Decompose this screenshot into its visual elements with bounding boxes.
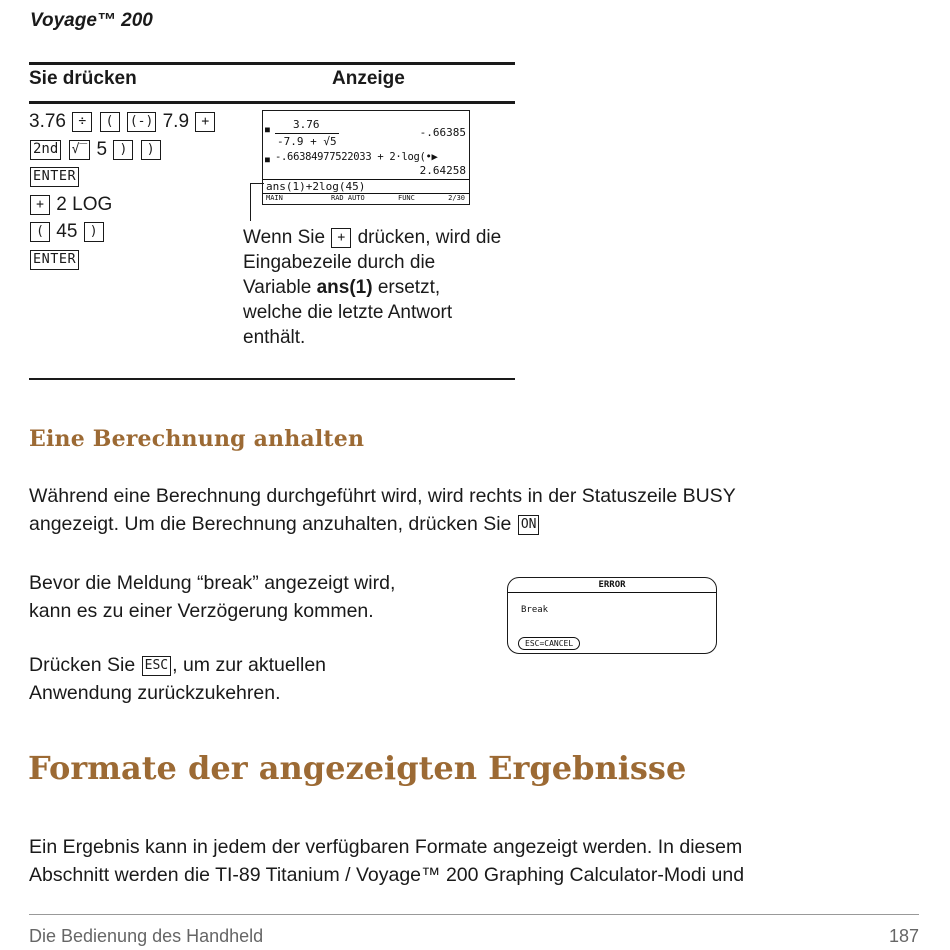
- paragraph-text: , um zur aktuellen: [172, 654, 327, 676]
- history-bullet: ■: [265, 155, 270, 164]
- section-heading: Eine Berechnung anhalten: [29, 426, 365, 452]
- dialog-cancel-button[interactable]: ESC=CANCEL: [518, 637, 580, 650]
- status-mode: RAD AUTO: [331, 194, 365, 202]
- enter-key: ENTER: [30, 250, 79, 270]
- divide-key: ÷: [72, 112, 92, 132]
- close-paren-key: ): [113, 140, 133, 160]
- open-paren-key: (: [100, 112, 120, 132]
- result-2: 2.64258: [419, 164, 466, 177]
- status-main: MAIN: [266, 194, 283, 202]
- table-header-rule: [29, 101, 515, 104]
- paragraph: [29, 652, 326, 707]
- callout-note: [243, 225, 503, 350]
- key-sequence: [29, 108, 216, 273]
- note-text: ersetzt, welche die letzte Antwort enthält.: [243, 277, 453, 348]
- plus-key: +: [331, 228, 351, 248]
- close-paren-key: ): [141, 140, 161, 160]
- key-line-2: [29, 136, 216, 164]
- table-bottom-rule: [29, 378, 515, 380]
- key-line-5: [29, 218, 216, 246]
- paragraph: [29, 834, 744, 889]
- key-text: 5: [96, 138, 108, 160]
- section-heading: Formate der angezeigten Ergebnisse: [28, 749, 687, 787]
- paragraph-line: [29, 511, 736, 539]
- esc-key: ESC: [142, 656, 171, 676]
- note-variable: ans(1): [316, 277, 373, 298]
- paragraph-line: Anwendung zurückzukehren.: [29, 681, 281, 704]
- paragraph-line: [29, 652, 326, 680]
- table-top-rule: [29, 62, 515, 65]
- header-title: Voyage™ 200: [30, 10, 153, 31]
- status-count: 2/30: [448, 194, 465, 202]
- paragraph-text: Drücken Sie: [29, 654, 136, 676]
- key-line-6: [29, 246, 216, 274]
- callout-line: [250, 183, 264, 184]
- dialog-title-divider: [508, 592, 716, 593]
- callout-line: [250, 183, 251, 221]
- note-text: drücken, wird die Eingabezeile durch die Variable: [243, 227, 502, 298]
- key-text: 45: [56, 221, 78, 242]
- 2nd-key: 2nd: [30, 140, 61, 160]
- footer-title: Die Bedienung des Handheld: [29, 926, 264, 946]
- enter-key: ENTER: [30, 167, 79, 187]
- paragraph-line: Abschnitt werden die TI-89 Titanium / Voyage™ 200 Graphing Calculator-Modi und: [29, 863, 745, 886]
- fraction-bar: [275, 133, 339, 134]
- calculator-screen: [262, 110, 470, 205]
- plus-key: +: [30, 195, 50, 215]
- key-text: 7.9: [162, 111, 190, 132]
- paragraph-line: Bevor die Meldung “break” angezeigt wird,: [29, 572, 396, 594]
- paragraph-line: Während eine Berechnung durchgeführt wird, wird rechts in der Statuszeile BUSY: [29, 485, 736, 507]
- sqrt-key: √‾: [69, 140, 91, 160]
- result-1: -.66385: [419, 126, 466, 139]
- status-func: FUNC: [398, 194, 415, 202]
- paragraph-line: kann es zu einer Verzögerung kommen.: [29, 599, 374, 622]
- paragraph-text: angezeigt. Um die Berechnung anzuhalten, drücken Sie: [29, 512, 512, 535]
- note-text: Wenn Sie: [243, 227, 326, 248]
- expression-2: -.66384977522033 + 2·log(•▶: [275, 151, 438, 163]
- key-line-4: [29, 191, 216, 219]
- page-number: 187: [888, 926, 919, 946]
- key-line-1: [29, 108, 216, 136]
- paragraph: [29, 570, 395, 625]
- column-header-display: Anzeige: [332, 68, 405, 89]
- column-header-press: Sie drücken: [29, 68, 137, 89]
- paragraph: [29, 483, 736, 538]
- open-paren-key: (: [30, 222, 50, 242]
- error-dialog: [507, 577, 717, 654]
- status-divider: [263, 193, 469, 194]
- fraction-denominator: -7.9 + √5: [277, 135, 337, 148]
- on-key: ON: [518, 515, 540, 535]
- dialog-title: ERROR: [598, 580, 626, 590]
- history-bullet: ■: [265, 125, 270, 134]
- negate-key: (-): [127, 112, 156, 132]
- footer-rule: [29, 914, 919, 915]
- plus-key: +: [195, 112, 215, 132]
- fraction-numerator: 3.76: [293, 118, 320, 131]
- paragraph-line: Ein Ergebnis kann in jedem der verfügbaren Formate angezeigt werden. In diesem: [29, 836, 743, 858]
- entry-line: ans(1)+2log(45): [266, 180, 366, 193]
- key-line-3: [29, 163, 216, 191]
- dialog-message: Break: [521, 605, 549, 615]
- key-text: 2 LOG: [56, 193, 113, 215]
- key-text: 3.76: [29, 111, 66, 132]
- close-paren-key: ): [84, 222, 104, 242]
